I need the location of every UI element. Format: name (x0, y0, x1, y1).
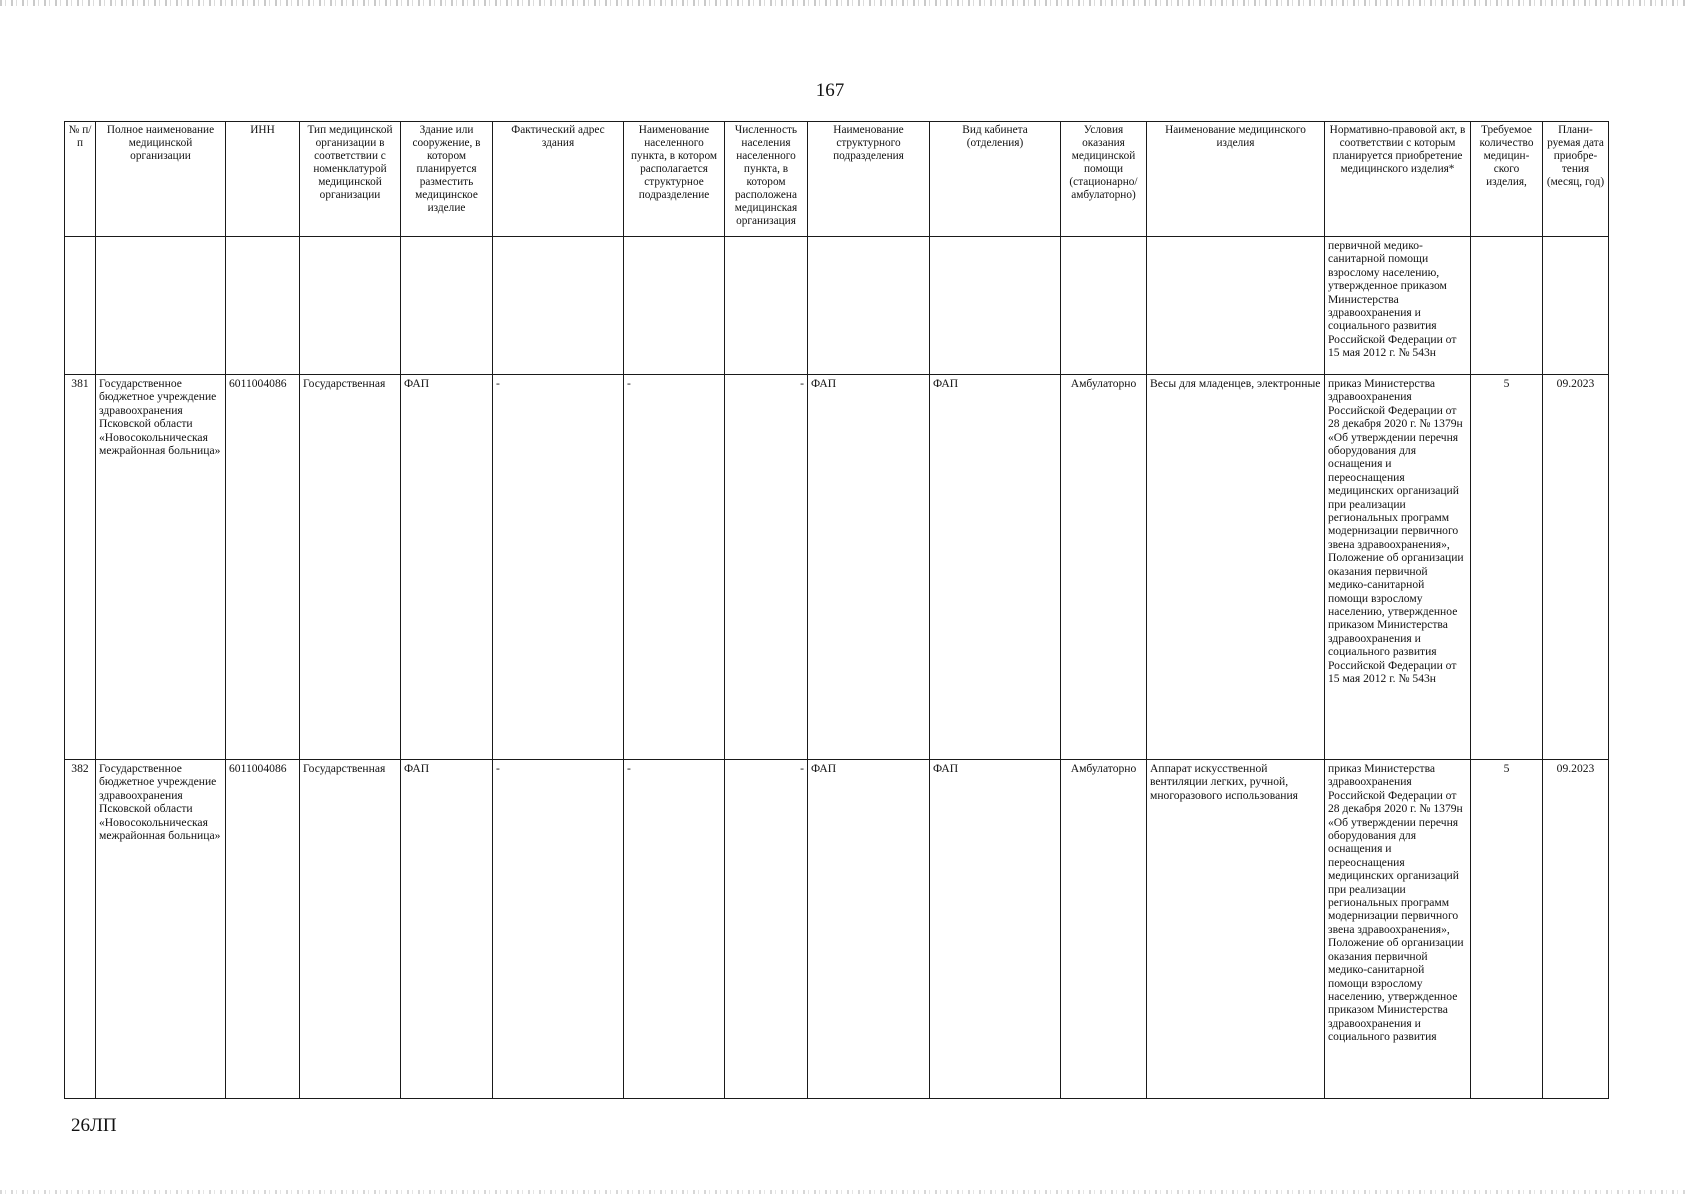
table-cell (1061, 237, 1147, 375)
header-quantity: Требуемое количество медицин-ского изделия, (1471, 122, 1543, 237)
cell-quantity: 5 (1471, 760, 1543, 1099)
header-legal-act: Нормативно-правовой акт, в соответствии с которым планируется приобретение медицинского изделия* (1325, 122, 1471, 237)
cell-subdivision: ФАП (808, 760, 930, 1099)
cell-conditions: Амбулаторно (1061, 760, 1147, 1099)
header-settlement: Наименование населенного пункта, в котором располагается структурное подразделение (624, 122, 725, 237)
cell-org-type: Государственная (300, 375, 401, 760)
cell-date: 09.2023 (1543, 375, 1609, 760)
scan-edge-top (0, 0, 1686, 6)
cell-num: 381 (65, 375, 96, 760)
cell-settlement: - (624, 375, 725, 760)
cell-building: ФАП (401, 375, 493, 760)
cell-inn: 6011004086 (226, 375, 300, 760)
table-cell (808, 237, 930, 375)
table-cell (1543, 237, 1609, 375)
table-cell (725, 237, 808, 375)
table-cell (1471, 237, 1543, 375)
table-cell (1147, 237, 1325, 375)
cell-org-type: Государственная (300, 760, 401, 1099)
scan-edge-bottom (0, 1190, 1686, 1194)
header-population: Численность населения населенного пункта, в котором расположена медицинская организация (725, 122, 808, 237)
cell-date: 09.2023 (1543, 760, 1609, 1099)
cell-device: Весы для младенцев, электронные (1147, 375, 1325, 760)
cell-subdivision: ФАП (808, 375, 930, 760)
header-conditions: Условия оказания медицинской помощи (стационарно/ амбулаторно) (1061, 122, 1147, 237)
table-cell (930, 237, 1061, 375)
table-cell (624, 237, 725, 375)
header-address: Фактический адрес здания (493, 122, 624, 237)
cell-num: 382 (65, 760, 96, 1099)
header-org-name: Полное наименование медицинской организации (96, 122, 226, 237)
header-subdivision: Наименование структурного подразделения (808, 122, 930, 237)
cell-address: - (493, 375, 624, 760)
header-inn: ИНН (226, 122, 300, 237)
table-cell (401, 237, 493, 375)
cell-conditions: Амбулаторно (1061, 375, 1147, 760)
cell-org-name: Государственное бюджетное учреждение здравоохранения Псковской области «Новосокольническая межрайонная больница» (96, 375, 226, 760)
cell-org-name: Государственное бюджетное учреждение здравоохранения Псковской области «Новосокольническая межрайонная больница» (96, 760, 226, 1099)
header-org-type: Тип медицинской организации в соответствии с номенклатурой медицинской организации (300, 122, 401, 237)
cell-quantity: 5 (1471, 375, 1543, 760)
table-row (65, 375, 1609, 760)
cell-legal-act: приказ Министерства здравоохранения Российской Федерации от 28 декабря 2020 г. № 1379н «Об утверждении перечня оборудования для оснащения и переоснащения медицинских организаций при реализации региональных программ модернизации первичного звена здравоохранения», Положение об организации оказания первичной медико-санитарной помощи взрослому населению, утвержденное приказом Министерства здравоохранения и социального развития (1325, 760, 1471, 1099)
cell-settlement: - (624, 760, 725, 1099)
header-cabinet: Вид кабинета (отделения) (930, 122, 1061, 237)
page-number: 167 (815, 80, 845, 101)
table-cell (65, 237, 96, 375)
cell-building: ФАП (401, 760, 493, 1099)
table-row-continuation (65, 237, 1609, 375)
table-cell (493, 237, 624, 375)
table-cell (300, 237, 401, 375)
cell-population: - (725, 375, 808, 760)
cell-legal-act: приказ Министерства здравоохранения Российской Федерации от 28 декабря 2020 г. № 1379н «Об утверждении перечня оборудования для оснащения и переоснащения медицинских организаций при реализации региональных программ модернизации первичного звена здравоохранения», Положение об организации оказания первичной медико-санитарной помощи взрослому населению, утвержденное приказом Министерства здравоохранения и социального развития Российской Федерации от 15 мая 2012 г. № 543н (1325, 375, 1471, 760)
table-cell (96, 237, 226, 375)
cell-address: - (493, 760, 624, 1099)
cell-device: Аппарат искусственной вентиляции легких, ручной, многоразового использования (1147, 760, 1325, 1099)
header-num: № п/п (65, 122, 96, 237)
cell-cabinet: ФАП (930, 375, 1061, 760)
cell-inn: 6011004086 (226, 760, 300, 1099)
continuation-legal-act: первичной медико-санитарной помощи взрослому населению, утвержденное приказом Министерства здравоохранения и социального развития Российской Федерации от 15 мая 2012 г. № 543н (1325, 237, 1471, 375)
equipment-table (64, 121, 1609, 1099)
header-device: Наименование медицинского изделия (1147, 122, 1325, 237)
header-date: Плани-руемая дата приобре-тения (месяц, год) (1543, 122, 1609, 237)
table-row (65, 760, 1609, 1099)
cell-cabinet: ФАП (930, 760, 1061, 1099)
table-cell (226, 237, 300, 375)
header-building: Здание или сооружение, в котором планируется разместить медицинское изделие (401, 122, 493, 237)
table-header-row (65, 122, 1609, 237)
cell-population: - (725, 760, 808, 1099)
footer-code: 26ЛП (71, 1115, 117, 1136)
